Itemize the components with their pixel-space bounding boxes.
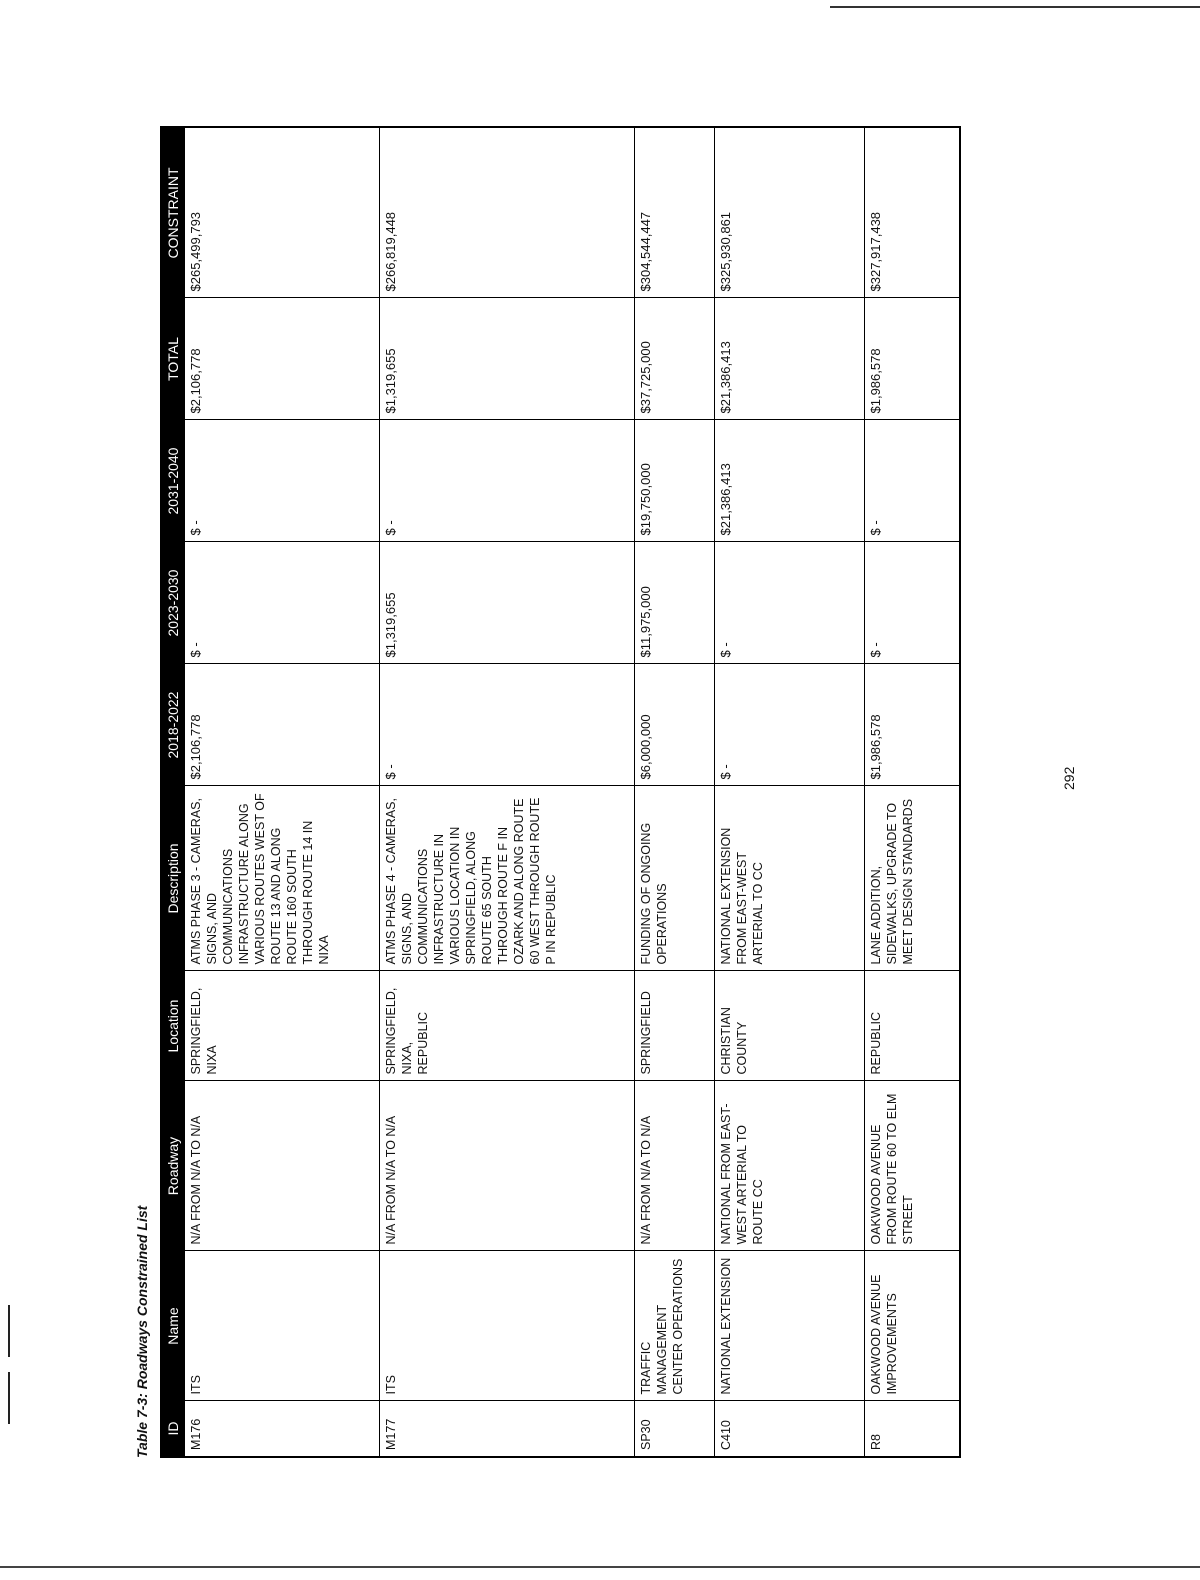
cell-location: REPUBLIC: [865, 971, 960, 1081]
header-location: Location: [161, 971, 185, 1081]
cell-2031-2040: $ -: [185, 420, 380, 542]
cell-description: ATMS PHASE 4 - CAMERAS, SIGNS, AND COMMUNICATIONS INFRASTRUCTURE IN VARIOUS LOCATION IN SPRINGFIELD, ALONG ROUTE 65 SOUTH THROUGH ROUTE F IN OZARK AND ALONG ROUTE 60 WEST THROUGH ROUTE P IN REPUBLIC: [380, 786, 635, 971]
cell-id: SP30: [635, 1401, 715, 1457]
margin-mark: [8, 1372, 10, 1424]
cell-name: NATIONAL EXTENSION: [715, 1251, 865, 1401]
cell-2031-2040: $21,386,413: [715, 420, 865, 542]
cell-2023-2030: $ -: [865, 542, 960, 664]
cell-2031-2040: $ -: [865, 420, 960, 542]
table-row: [865, 127, 960, 1457]
cell-roadway: N/A FROM N/A TO N/A: [185, 1081, 380, 1251]
cell-2023-2030: $11,975,000: [635, 542, 715, 664]
cell-name: ITS: [185, 1251, 380, 1401]
cell-2018-2022: $2,106,778: [185, 664, 380, 786]
header-constraint: CONSTRAINT: [161, 127, 185, 298]
table-row: [715, 127, 865, 1457]
cell-total: $2,106,778: [185, 298, 380, 420]
cell-2031-2040: $ -: [380, 420, 635, 542]
cell-total: $37,725,000: [635, 298, 715, 420]
cell-name: TRAFFIC MANAGEMENT CENTER OPERATIONS: [635, 1251, 715, 1401]
cell-total: $1,319,655: [380, 298, 635, 420]
cell-description: NATIONAL EXTENSION FROM EAST-WEST ARTERIAL TO CC: [715, 786, 865, 971]
cell-2018-2022: $ -: [715, 664, 865, 786]
cell-id: M177: [380, 1401, 635, 1457]
table-caption: Table 7-3: Roadways Constrained List: [134, 1205, 150, 1458]
cell-constraint: $304,544,447: [635, 127, 715, 298]
cell-2023-2030: $ -: [185, 542, 380, 664]
header-2023-2030: 2023-2030: [161, 542, 185, 664]
cell-2018-2022: $1,986,578: [865, 664, 960, 786]
cell-2018-2022: $ -: [380, 664, 635, 786]
cell-constraint: $266,819,448: [380, 127, 635, 298]
scan-edge-top: [830, 6, 1200, 8]
header-name: Name: [161, 1251, 185, 1401]
cell-description: LANE ADDITION, SIDEWALKS, UPGRADE TO MEET DESIGN STANDARDS: [865, 786, 960, 971]
cell-constraint: $327,917,438: [865, 127, 960, 298]
margin-mark: [8, 1305, 10, 1357]
cell-name: OAKWOOD AVENUE IMPROVEMENTS: [865, 1251, 960, 1401]
cell-constraint: $325,930,861: [715, 127, 865, 298]
header-roadway: Roadway: [161, 1081, 185, 1251]
cell-2023-2030: $ -: [715, 542, 865, 664]
header-total: TOTAL: [161, 298, 185, 420]
table-row: [380, 127, 635, 1457]
header-description: Description: [161, 786, 185, 971]
rotated-table-page: [130, 125, 1000, 1460]
cell-location: SPRINGFIELD, NIXA, REPUBLIC: [380, 971, 635, 1081]
cell-total: $1,986,578: [865, 298, 960, 420]
scan-edge-bottom: [0, 1566, 1200, 1568]
cell-description: ATMS PHASE 3 - CAMERAS, SIGNS, AND COMMUNICATIONS INFRASTRUCTURE ALONG VARIOUS ROUTES WEST OF ROUTE 13 AND ALONG ROUTE 160 SOUTH THROUGH ROUTE 14 IN NIXA: [185, 786, 380, 971]
cell-roadway: OAKWOOD AVENUE FROM ROUTE 60 TO ELM STREET: [865, 1081, 960, 1251]
cell-2031-2040: $19,750,000: [635, 420, 715, 542]
cell-2018-2022: $6,000,000: [635, 664, 715, 786]
cell-name: ITS: [380, 1251, 635, 1401]
header-id: ID: [161, 1401, 185, 1457]
cell-id: M176: [185, 1401, 380, 1457]
cell-description: FUNDING OF ONGOING OPERATIONS: [635, 786, 715, 971]
page-number: 292: [1061, 766, 1077, 790]
cell-total: $21,386,413: [715, 298, 865, 420]
roadways-constrained-table: [160, 126, 961, 1458]
cell-2023-2030: $1,319,655: [380, 542, 635, 664]
cell-location: SPRINGFIELD, NIXA: [185, 971, 380, 1081]
cell-roadway: N/A FROM N/A TO N/A: [380, 1081, 635, 1251]
cell-id: C410: [715, 1401, 865, 1457]
header-2018-2022: 2018-2022: [161, 664, 185, 786]
table-row: [185, 127, 380, 1457]
table-header-row: [161, 127, 185, 1457]
cell-location: SPRINGFIELD: [635, 971, 715, 1081]
cell-roadway: NATIONAL FROM EAST-WEST ARTERIAL TO ROUTE CC: [715, 1081, 865, 1251]
cell-roadway: N/A FROM N/A TO N/A: [635, 1081, 715, 1251]
cell-id: R8: [865, 1401, 960, 1457]
header-2031-2040: 2031-2040: [161, 420, 185, 542]
cell-constraint: $265,499,793: [185, 127, 380, 298]
table-row: [635, 127, 715, 1457]
cell-location: CHRISTIAN COUNTY: [715, 971, 865, 1081]
